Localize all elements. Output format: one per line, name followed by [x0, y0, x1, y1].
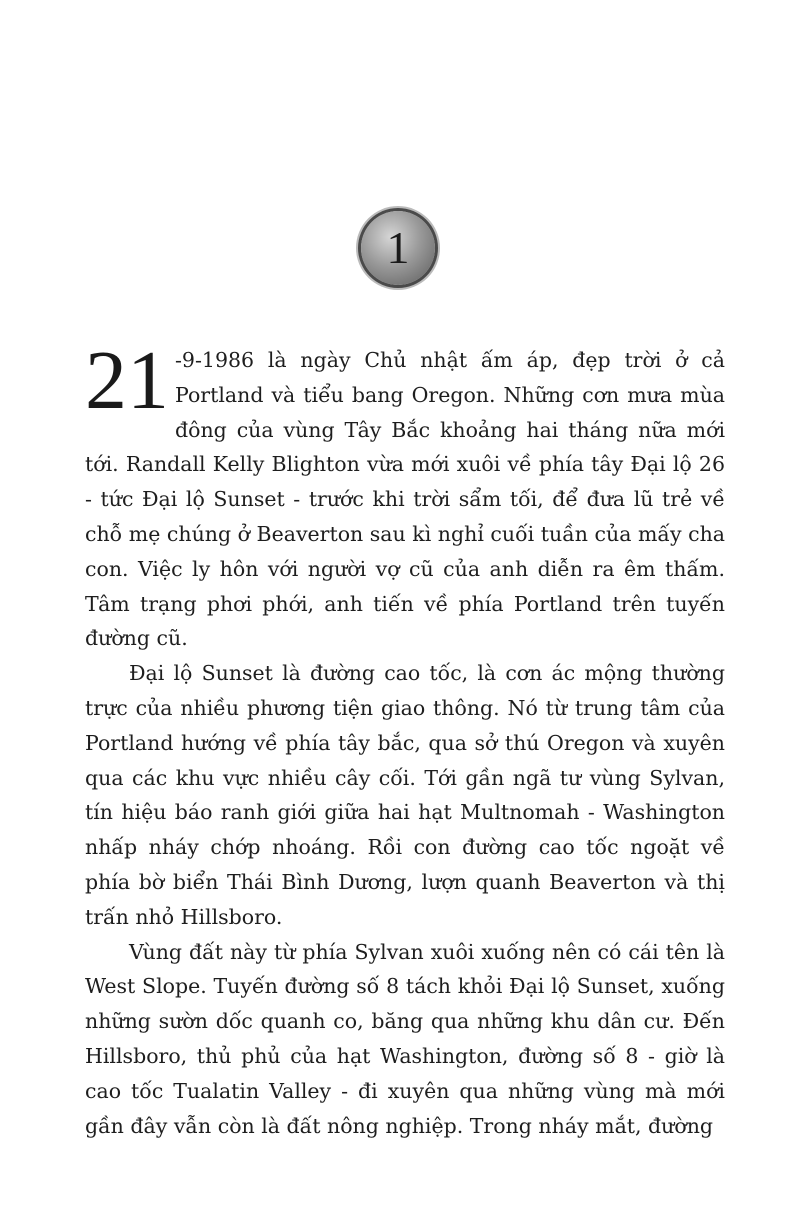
- paragraph-1-text: -9-1986 là ngày Chủ nhật ấm áp, đẹp trời ở cả Portland và tiểu bang Oregon. Những cơn mưa mùa đông của vùng Tây Bắc khoảng hai tháng nữa mới tới. Randall Kelly Blighton vừa mới xuôi về phía tây Đại lộ 26 - tức Đại lộ Sunset - trước khi trời sẩm tối, để đưa lũ trẻ về chỗ mẹ chúng ở Beaverton sau kì nghỉ cuối tuần của mấy cha con. Việc ly hôn với người vợ cũ của anh diễn ra êm thấm. Tâm trạng phơi phới, anh tiến về phía Portland trên tuyến đường cũ.: [85, 348, 725, 651]
- chapter-number: 1: [386, 222, 410, 273]
- paragraph-2: Đại lộ Sunset là đường cao tốc, là cơn ác mộng thường trực của nhiều phương tiện giao thông. Nó từ trung tâm của Portland hướng về phía tây bắc, qua sở thú Oregon và xuyên qua các khu vực nhiều cây cối. Tới gần ngã tư vùng Sylvan, tín hiệu báo ranh giới giữa hai hạt Multnomah - Washington nhấp nháy chớp nhoáng. Rồi con đường cao tốc ngoặt về phía bờ biển Thái Bình Dương, lượn quanh Beaverton và thị trấn nhỏ Hillsboro.: [85, 661, 725, 929]
- paragraph-1: [85, 334, 725, 656]
- chapter-body: [85, 334, 725, 1143]
- paragraph-3: Vùng đất này từ phía Sylvan xuôi xuống nên có cái tên là West Slope. Tuyến đường số 8 tách khỏi Đại lộ Sunset, xuống những sườn dốc quanh co, băng qua những khu dân cư. Đến Hillsboro, thủ phủ của hạt Washington, đường số 8 - giờ là cao tốc Tualatin Valley - đi xuyên qua những vùng mà mới gần đây vẫn còn là đất nông nghiệp. Trong nháy mắt, đường: [85, 939, 725, 1138]
- chapter-number-badge: [361, 211, 435, 285]
- drop-cap: 21: [85, 334, 169, 427]
